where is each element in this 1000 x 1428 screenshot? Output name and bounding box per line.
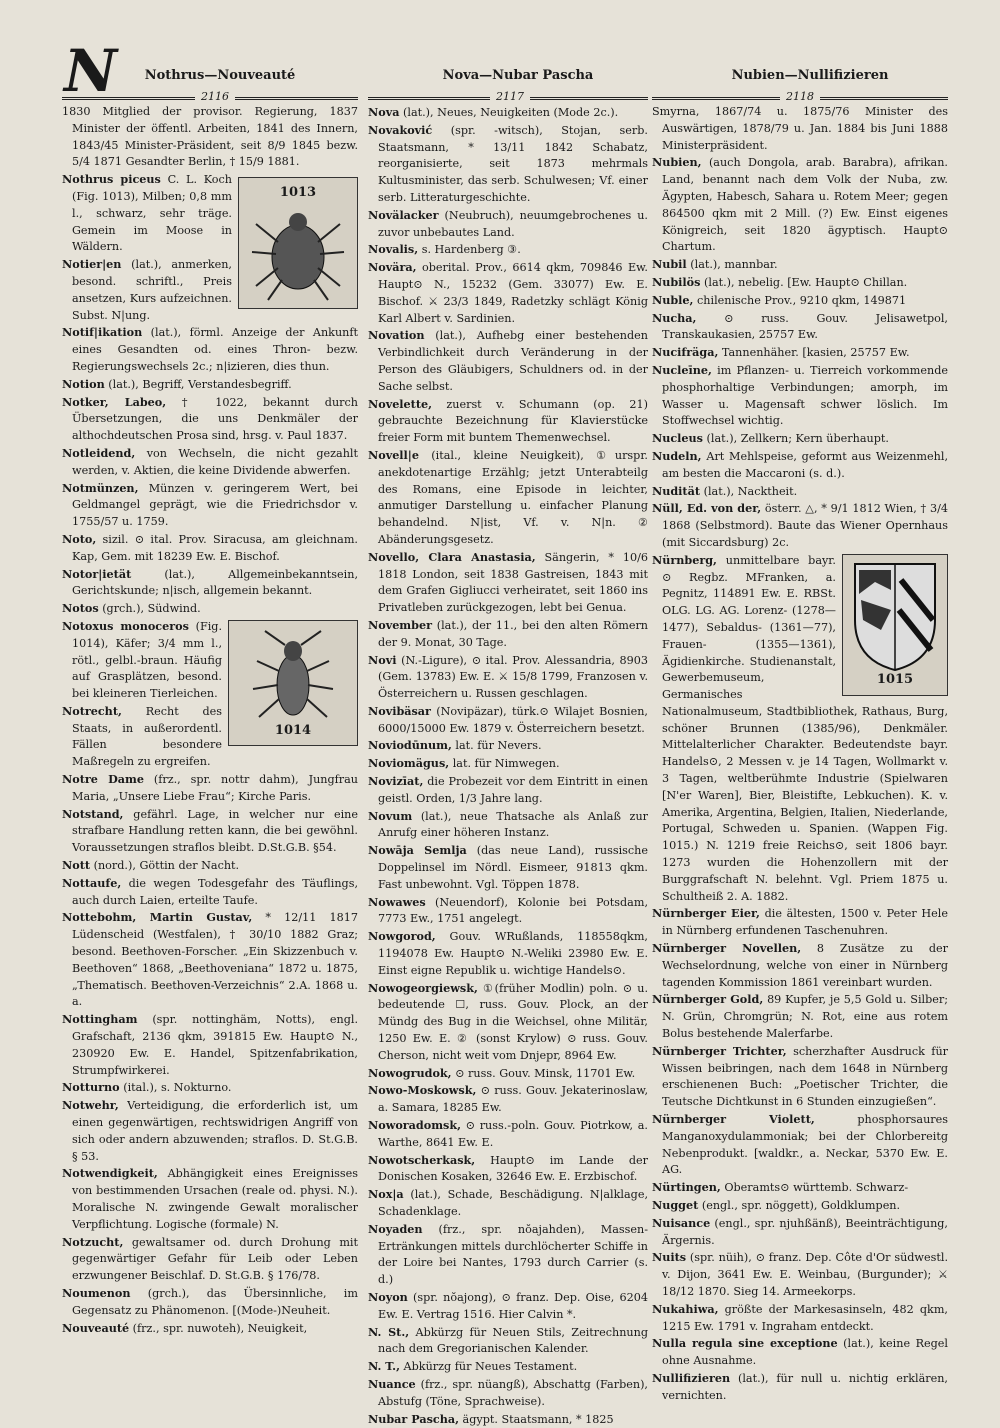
dictionary-entry (368, 1186, 648, 1221)
entry-text: (ital., kleine Neuigkeit), ①urspr. anekdotenartige Erzählg; jetzt Unterabteilg des Romans, eine Episode in leichter, anmutiger Darstellung u. einfacher Planung behandelnd. N|ist, Vf. v. N|n. ② Abänderungsgesetz. (378, 448, 648, 546)
dictionary-entry (368, 773, 648, 808)
entry-text: (lat.), Neues, Neuigkeiten (Mode 2c.). (403, 106, 619, 119)
entry-lemma: Notos (62, 601, 99, 616)
dictionary-entry (368, 617, 648, 652)
dictionary-entry (62, 875, 358, 910)
entry-text: unmittelbare bayr. ⊙ Regbz. MFranken, a. Pegnitz, 114891 Ew. E. RBSt. OLG. LG. AG. Lorenz- (1278—1477), Sebaldus- (1361—77), Frauen- (1355—1361), Ägidienkirche. Studienanstalt, Gewerbemuseum, Germanisches Nationalmuseum, Stadtbibliothek, Rathaus, Burg, schöner Brunnen (1385/96), Denkmäler. Mittelalterlicher Charakter. Bedeutendste bayr. Handels⊙, 2 Messen v. je 14 Tagen, Wollmarkt v. 3 Tagen, weltberühmte Industrie (Spielwaren [N'er Waren], Bier, Bleistifte, Lebkuchen). K. v. Amerika, Argentina, Belgien, Italien, Niederlande, Portugal, Schweden u. Spanien. (Wappen Fig. 1015.) N. 1219 freie Reichs⊙, seit 1806 bayr. 1273 wurden die Hohenzollern mit der Burggrafschaft N. belehnt. Vgl. Priem 1875 u. Schultheiß 2. A. 1882. (662, 553, 948, 903)
entry-lemma: Nullifizieren (652, 1370, 731, 1385)
entry-lemma: Nukahiwa, (652, 1301, 719, 1316)
dictionary-entry (62, 857, 358, 875)
entry-lemma: Nowo-Moskowsk, (368, 1083, 477, 1098)
dictionary-entry (368, 447, 648, 549)
entry-lemma: Nowāja Semlja (368, 843, 467, 858)
entry-lemma: Nothrus piceus (62, 172, 161, 187)
dictionary-entry (62, 566, 358, 601)
entry-text: phosphorsaures Manganoxydulammoniak; bei der Chlorbereitg Nebenprodukt. [waldkr., a. Neckar, 5370 Ew. E. AG. (662, 1113, 948, 1177)
dictionary-entry (368, 1221, 648, 1289)
column3-header: Nubien—Nullifizieren (731, 68, 889, 83)
entry-text: Haupt⊙ im Lande der Donischen Kosaken, 32646 Ew. E. Erzbischof. (378, 1153, 648, 1184)
dictionary-entry (652, 362, 948, 430)
entry-lemma: Noworadomsk, (368, 1118, 461, 1133)
entry-text: lat. für Nimwegen. (452, 757, 560, 771)
entry-text: (frz., spr. nottr dahm), Jungfrau Maria, „Unsere Liebe Frau“; Kirche Paris. (72, 773, 359, 803)
entry-lemma: Nowgorod, (368, 929, 436, 944)
entry-lemma: Notif|ikation (62, 325, 143, 340)
dictionary-entry (368, 1065, 648, 1083)
entry-text: (lat.), förml. Anzeige der Ankunft eines Gesandten od. eines Thron- bezw. Regierungswechsels 2c.; n|izieren, dies thun. (72, 326, 358, 373)
entry-text: die wegen Todesgefahr des Täuflings, auch durch Laien, erteilte Taufe. (72, 876, 358, 907)
entry-lemma: Notier|en (62, 257, 122, 272)
entry-text: (ital.), s. Nokturno. (123, 1081, 232, 1095)
entry-text: (auch Dongola, arab. Barabra), afrikan. Land, benannt nach dem Volk der Nuba, zw. Ägypten, Habesch, Sahara u. Rotem Meer; gegen 864500 qkm mit 2 Mill. (?) Ew. Einst eigenes Königreich, seit 1820 ägyptisch. Haupt⊙ Chartum. (662, 156, 948, 254)
entry-text: ①(früher Modlin) poln. ⊙ u. bedeutende ☐, russ. Gouv. Plock, an der Mündg des Bug in die Weichsel, ohne Militär, 1250 Ew. E. ② (sonst Krylow) ⊙ russ. Gouv. Cherson, nicht weit vom Dnjepr, 8964 Ew. (378, 981, 648, 1062)
dictionary-entry (368, 1411, 648, 1428)
dictionary-entry (652, 1179, 948, 1197)
entry-lemma: Notleidend, (62, 445, 136, 460)
entry-text: gewaltsamer od. durch Drohung mit gegenwärtiger Gefahr für Leib oder Leben erzwungener Beischlaf. D. St.G.B. § 176/78. (72, 1235, 358, 1283)
entry-text: scherzhafter Ausdruck für Wissen beibringen, nach dem 1648 in Nürnberg erschienenen Buch: „Poetischer Trichter, die Teutsche Dichtkunst in 6 Stunden einzugießen“. (662, 1044, 949, 1109)
dictionary-entry (652, 292, 948, 310)
entry-text: zuerst v. Schumann (op. 21) gebrauchte Bezeichnung für Klavierstücke freier Form mit buntem Themenwechsel. (378, 397, 648, 445)
entry-text: Tannenhäher. [kasien, 25757 Ew. (721, 346, 910, 360)
entry-lemma: Noyon (368, 1289, 408, 1304)
dictionary-entry (652, 1197, 948, 1215)
page-number-3: 2118 (780, 90, 820, 103)
entry-lemma: Nudeln, (652, 448, 702, 463)
dictionary-entry (368, 327, 648, 395)
entry-text: (frz., spr. nŏajahden), Massen-Ertränkungen mittels durchlöcherter Schiffe in der Loire bei Nantes, 1793 durch Carrier (s. d.) (378, 1222, 648, 1287)
entry-text: (lat.), für null u. nichtig erklären, vernichten. (662, 1371, 948, 1402)
entry-lemma: Nuble, (652, 292, 694, 307)
entry-lemma: Novibäsar (368, 703, 431, 718)
dictionary-entry (652, 905, 948, 940)
figure-1015-caption: 1015 (876, 672, 914, 688)
column-2 (368, 104, 649, 1426)
dictionary-entry (652, 500, 948, 551)
entry-lemma: Novalis, (368, 242, 419, 257)
nuremberg-coat-of-arms-icon (851, 560, 939, 672)
dictionary-entry (652, 104, 948, 154)
entry-text: 89 Kupfer, je 5,5 Gold u. Silber; N. Grün, Chromgrün; N. Rot, eine aus rotem Bolus bestehende Malerfarbe. (662, 993, 948, 1041)
entry-lemma: Nüll, Ed. von der, (652, 501, 762, 516)
entry-text: (engl., spr. nöggett), Goldklumpen. (701, 1199, 901, 1212)
entry-text: Abkürzg für Neuen Stils, Zeitrechnung nach dem Gregorianischen Kalender. (378, 1325, 648, 1356)
entry-lemma: November (368, 617, 432, 632)
dictionary-entry (62, 600, 358, 618)
entry-lemma: Nowotscherkask, (368, 1152, 476, 1167)
entry-text: † 1022, bekannt durch Übersetzungen, die uns Denkmäler der althochdeutschen Prosa sind, hrsg. v. Paul 1837. (72, 395, 358, 443)
entry-lemma: Nox|a (368, 1187, 404, 1202)
dictionary-entry (368, 396, 648, 447)
entry-lemma: N. T., (368, 1359, 400, 1374)
entry-lemma: Nugget (652, 1198, 699, 1212)
dictionary-entry (652, 991, 948, 1042)
dictionary-entry (368, 241, 648, 259)
entry-lemma: Notion (62, 376, 105, 391)
entry-lemma: Novum (368, 808, 413, 823)
entry-text: (lat.), Zellkern; Kern überhaupt. (706, 432, 889, 446)
entry-text: (Fig. 1014), Käfer; 3/4 mm l., rötl., gelbl.-braun. Häufig auf Grasplätzen, besond. bei kleineren Tierleichen. (72, 619, 223, 701)
dictionary-entry (62, 104, 358, 171)
entry-text: die ältesten, 1500 v. Peter Hele in Nürnberg erfundenen Taschenuhren. (662, 907, 948, 938)
figure-1015-coat-of-arms (842, 554, 948, 696)
entry-text: Abhängigkeit eines Ereignisses von bestimmenden Ursachen (reale od. physi. N.). Moralische N. zwingende Gewalt moralischer Verpflichtung. Logische (formale) N. (72, 1167, 358, 1231)
entry-text: 1830 Mitglied der provisor. Regierung, 1837 Minister der öffentl. Arbeiten, 1841 des Innern, 1843/45 Minister-Präsident, seit 8/9 1845 bezw. 5/4 1871 Gesandter Berlin, † 15/9 1881. (62, 105, 358, 169)
column1-header: Nothrus—Nouveauté (144, 68, 296, 83)
entry-lemma: Notoxus monoceros (62, 618, 189, 633)
beetle-illustration-icon (243, 627, 343, 723)
entry-lemma: Nucha, (652, 310, 697, 325)
entry-text: (lat.), Schade, Beschädigung. N|alklage, Schadenklage. (378, 1188, 648, 1218)
dictionary-entry (652, 1249, 948, 1300)
entry-text: Gouv. WRußlands, 118558qkm, 1194078 Ew. Haupt⊙ N.-Weliki 23980 Ew. E. Einst eigne Republik u. wichtige Handels⊙. (378, 930, 648, 977)
dictionary-entry (652, 256, 948, 274)
dictionary-entry (368, 1152, 648, 1187)
entry-lemma: Nucleīne, (652, 362, 712, 377)
entry-text: größte der Markesasinseln, 482 qkm, 1215 Ew. 1791 v. Ingraham entdeckt. (662, 1302, 948, 1333)
dictionary-entry (62, 376, 358, 394)
entry-lemma: Novello, Clara Anastasia, (368, 549, 536, 564)
entry-lemma: Nubar Pascha, (368, 1411, 459, 1426)
entry-text: (spr. -witsch), Stojan, serb. Staatsmann, * 13/11 1842 Schabatz, reorganisierte, seit 1873 mehrmals Kultusminister, das serb. Schulwesen; Vf. einer serb. Litteraturgeschichte. (378, 123, 648, 204)
dictionary-entry (652, 344, 948, 362)
entry-lemma: Nubil (652, 257, 687, 272)
entry-lemma: Nubien, (652, 155, 702, 170)
entry-lemma: Notwehr, (62, 1098, 119, 1113)
entry-lemma: Novation (368, 328, 425, 343)
entry-text: (lat.), Aufhebg einer bestehenden Verbindlichkeit durch Veränderung in der Person des Gläubigers, Schuldners od. in der Sache selbst. (378, 329, 648, 393)
entry-lemma: Novi (368, 652, 397, 667)
dictionary-entry (368, 1117, 648, 1152)
entry-text: Oberamts⊙ württemb. Schwarz- (724, 1181, 909, 1195)
dictionary-entry (62, 1011, 358, 1079)
entry-text: C. L. Koch (Fig. 1013), Milben; 0,8 mm l., schwarz, sehr träge. Gemein im Moose in Wäldern. (72, 173, 232, 254)
entry-lemma: Notstand, (62, 806, 124, 821)
dictionary-entry (652, 1111, 948, 1179)
dictionary-entry (368, 737, 648, 755)
entry-lemma: Nuits (652, 1250, 687, 1265)
entry-text: sizil. ⊙ ital. Prov. Siracusa, am gleichnam. Kap, Gem. mit 18239 Ew. E. Bischof. (72, 532, 358, 563)
dictionary-entry (62, 1234, 358, 1285)
entry-text: (lat.), keine Regel ohne Ausnahme. (662, 1337, 949, 1368)
entry-lemma: Novära, (368, 260, 417, 275)
entry-lemma: Nowawes (368, 894, 426, 909)
entry-lemma: Nudität (652, 483, 701, 498)
entry-text: ⊙ russ. Gouv. Jelisawetpol, Transkaukasien, 25757 Ew. (662, 311, 948, 342)
entry-lemma: Novaković (368, 122, 433, 137)
dictionary-entry (368, 1289, 648, 1324)
entry-lemma: Nubilös (652, 274, 701, 289)
entry-text: * 12/11 1817 Lüdenscheid (Westfalen), † 30/10 1882 Graz; besond. Beethoven-Forscher. „Ein Skizzenbuch v. Beethoven“ 1868, „Beethoveniana“ 1872 u. 1875, „Thematisch. Beethoven-Verzeichnis“ 2.A. 1868 u. a. (72, 911, 358, 1009)
dictionary-entry (62, 1097, 358, 1165)
mite-illustration-icon (248, 202, 348, 302)
entry-text: (spr. nŏajong), ⊙ franz. Dep. Oise, 6204 Ew. E. Vertrag 1516. Hier Calvin *. (378, 1290, 648, 1321)
entry-lemma: Noto, (62, 531, 97, 546)
dictionary-entry (652, 310, 948, 345)
entry-text: Recht des Staats, in außerordentl. Fällen besondere Maßregeln zu ergreifen. (72, 704, 223, 769)
dictionary-entry (652, 1335, 948, 1370)
dictionary-entry (652, 448, 948, 483)
dictionary-entry (62, 1285, 358, 1320)
column2-header: Nova—Nubar Pascha (442, 68, 594, 83)
dictionary-entry (62, 1079, 358, 1097)
entry-text: (Neuendorf), Kolonie bei Potsdam, 7773 Ew., 1751 angelegt. (378, 895, 648, 926)
entry-text: (frz., spr. nuwoteh), Neuigkeit, (132, 1321, 308, 1335)
dictionary-entry (652, 483, 948, 501)
entry-text: (lat.), nebelig. [Ew. Haupt⊙ Chillan. (704, 275, 908, 289)
dictionary-entry (652, 430, 948, 448)
entry-lemma: Novälacker (368, 207, 439, 222)
entry-text: (lat.), neue Thatsache als Anlaß zur Anrufg einer höheren Instanz. (378, 809, 648, 840)
section-letter: N (64, 37, 118, 105)
entry-text: Münzen v. geringerem Wert, bei Geldmangel geprägt, wie die Friedrichsdor v. 1755/57 u. 1759. (72, 481, 358, 529)
dictionary-entry (62, 480, 358, 531)
dictionary-entry (62, 771, 358, 806)
dictionary-entry (368, 842, 648, 893)
entry-text: Smyrna, 1867/74 u. 1875/76 Minister des Auswärtigen, 1878/79 u. Jan. 1884 bis Juni 1888 Ministerpräsident. (652, 105, 948, 152)
entry-text: (frz., spr. nüangß), Abschattg (Farben), Abstufg (Töne, Sprachweise). (378, 1377, 648, 1408)
dictionary-entry (368, 1358, 648, 1376)
entry-text: (lat.), Allgemeinbekanntsein, Gerichtskunde; n|isch, allgemein bekannt. (72, 567, 358, 598)
entry-text: Verteidigung, die erforderlich ist, um einen gegenwärtigen, rechtswidrigen Angriff von sich oder andern abzuwenden; straflos. D. St.G.B. § 53. (72, 1099, 358, 1163)
entry-text: (das neue Land), russische Doppelinsel im Nördl. Eismeer, 91813 qkm. Fast unbewohnt. Vgl. Töppen 1878. (378, 844, 649, 891)
entry-lemma: Nuisance (652, 1215, 711, 1230)
entry-text: (engl., spr. njuhßänß), Beeinträchtigung, Ärgernis. (662, 1216, 948, 1247)
entry-lemma: Nürnberger Gold, (652, 992, 764, 1007)
dictionary-entry (652, 274, 948, 292)
entry-lemma: Notmünzen, (62, 480, 139, 495)
dictionary-entry (368, 122, 648, 207)
figure-1013-mite (238, 177, 358, 309)
entry-lemma: Nürnberger Novellen, (652, 941, 802, 956)
entry-text: (spr. nottinghäm, Notts), engl. Grafschaft, 2136 qkm, 391815 Ew. Haupt⊙ N., 230920 Ew. E. Handel, Spitzenfabrikation, Strumpfwirkerei. (72, 1013, 359, 1077)
entry-lemma: Nowogeorgiewsk, (368, 980, 478, 995)
entry-text: lat. für Nevers. (455, 739, 542, 753)
dictionary-entry (62, 909, 358, 1011)
column-3 (652, 104, 949, 1402)
entry-lemma: Novizīat, (368, 774, 424, 789)
dictionary-entry (368, 980, 648, 1065)
dictionary-entry (368, 207, 648, 242)
entry-lemma: Nouveauté (62, 1320, 130, 1335)
entry-lemma: Nürnberg, (652, 552, 717, 567)
entry-lemma: Nürnberger Eier, (652, 906, 760, 921)
entry-text: (Novipäzar), türk.⊙ Wilajet Bosnien, 6000/15000 Ew. 1879 v. Österreichern besetzt. (378, 704, 648, 735)
entry-lemma: Nottebohm, Martin Gustav, (62, 910, 253, 925)
entry-text: (lat.), Begriff, Verstandesbegriff. (108, 377, 292, 391)
entry-lemma: Noumenon (62, 1285, 131, 1300)
entry-text: (nord.), Göttin der Nacht. (93, 859, 240, 873)
entry-text: (lat.), mannbar. (690, 258, 778, 272)
entry-lemma: Nottaufe, (62, 875, 122, 890)
entry-text: (lat.), anmerken, besond. schriftl., Preis ansetzen, Kurs aufzeichnen. Subst. N|ung. (72, 258, 232, 322)
entry-text: österr. △, * 9/1 1812 Wien, † 3/4 1868 (Selbstmord). Baute das Wiener Opernhaus (mit Siccardsburg) 2c. (662, 502, 948, 549)
dictionary-entry (652, 1043, 948, 1111)
figure-1013-caption: 1013 (279, 184, 317, 200)
entry-text: Art Mehlspeise, geformt aus Weizenmehl, am besten die Maccaroni (s. d.). (662, 449, 948, 480)
dictionary-entry (368, 894, 648, 929)
dictionary-entry (368, 928, 648, 979)
entry-lemma: Novell|e (368, 447, 419, 462)
entry-lemma: Notwendigkeit, (62, 1166, 158, 1181)
entry-text: (spr. nüih), ⊙ franz. Dep. Côte d'Or südwestl. v. Dijon, 3641 Ew. E. Weinbau, (Burgunder); ⚔ 18/12 1870. Sieg 14. Armeekorps. (662, 1251, 949, 1298)
entry-text: (lat.), Nacktheit. (703, 484, 798, 498)
dictionary-entry (652, 1215, 948, 1250)
entry-text: (grch.), das Übersinnliche, im Gegensatz zu Phänomenon. [(Mode-)Neuheit. (72, 1286, 358, 1317)
figure-1014-beetle (228, 620, 358, 746)
entry-lemma: Notzucht, (62, 1234, 124, 1249)
entry-text: ⊙ russ.-poln. Gouv. Piotrkow, a. Warthe, 8641 Ew. E. (378, 1119, 648, 1149)
entry-lemma: Nucifräga, (652, 345, 719, 360)
column-1 (62, 104, 359, 1335)
entry-lemma: Nucleus (652, 431, 703, 446)
entry-lemma: Noviodūnum, (368, 738, 452, 753)
entry-lemma: Novelette, (368, 396, 433, 411)
page-number-2: 2117 (490, 90, 530, 103)
entry-lemma: Notturno (62, 1080, 120, 1095)
entry-text: ⊙ russ. Gouv. Jekaterinoslaw, a. Samara, 18285 Ew. (378, 1084, 648, 1115)
entry-text: (Neubruch), neuumgebrochenes u. zuvor unbebautes Land. (378, 208, 648, 239)
entry-text: von Wechseln, die nicht gezahlt werden, v. Aktien, die keine Dividende abwerfen. (72, 446, 358, 477)
page-number-1: 2116 (195, 90, 235, 103)
dictionary-entry (368, 1376, 648, 1411)
dictionary-entry (62, 445, 358, 480)
entry-text: ⊙ russ. Gouv. Minsk, 11701 Ew. (455, 1066, 636, 1080)
entry-text: Abkürzg für Neues Testament. (403, 1360, 578, 1374)
dictionary-entry (62, 324, 358, 375)
entry-lemma: Nuance (368, 1376, 416, 1391)
entry-lemma: Nottingham (62, 1012, 138, 1027)
entry-text: die Probezeit vor dem Eintritt in einen geistl. Orden, 1/3 Jahre lang. (378, 775, 648, 805)
entry-text: chilenische Prov., 9210 qkm, 149871 (697, 293, 907, 307)
entry-lemma: Nott (62, 858, 91, 873)
entry-text: Sängerin, * 10/6 1818 London, seit 1838 Gastreisen, 1843 mit dem Grafen Gigliucci verheiratet, seit 1860 ins Privatleben zurückgezogen, lebt bei Genua. (378, 550, 648, 615)
dictionary-entry (652, 1301, 948, 1336)
entry-lemma: Nürnberger Trichter, (652, 1043, 787, 1058)
entry-lemma: Nürtingen, (652, 1180, 721, 1195)
dictionary-entry (652, 154, 948, 256)
dictionary-entry (368, 259, 648, 327)
entry-lemma: N. St., (368, 1324, 410, 1339)
entry-text: gefährl. Lage, in welcher nur eine strafbare Handlung retten kann, die bei gewöhnl. Voraussetzungen straflos bleibt. D.St.G.B. §54. (72, 807, 358, 855)
entry-text: (lat.), der 11., bei den alten Römern der 9. Monat, 30 Tage. (378, 618, 648, 649)
dictionary-entry (62, 1320, 358, 1338)
entry-text: oberital. Prov., 6614 qkm, 709846 Ew. Haupt⊙ N., 15232 (Gem. 33077) Ew. E. Bischof. ⚔ 23/3 1849, Radetzky schlägt König Karl Albert v. Sardinien. (378, 261, 648, 325)
entry-lemma: Nova (368, 105, 400, 119)
dictionary-entry (368, 755, 648, 773)
dictionary-entry (62, 1165, 358, 1233)
dictionary-entry (368, 652, 648, 703)
entry-text: im Pflanzen- u. Tierreich vorkommende phosphorhaltige Verbindungen; amorph, im Wasser u. Magensaft schwer löslich. Im Stoffwechsel wichtig. (662, 363, 948, 428)
dictionary-entry (368, 104, 648, 122)
entry-lemma: Nürnberger Violett, (652, 1112, 815, 1127)
entry-text: 8 Zusätze zu der Wechselordnung, welche von einer in Nürnberg tagenden Kommission 1861 vereinbart wurden. (662, 942, 949, 989)
dictionary-entry (368, 808, 648, 843)
dictionary-entry (368, 1324, 648, 1359)
entry-text: s. Hardenberg ③. (421, 243, 521, 257)
entry-lemma: Noyaden (368, 1221, 423, 1236)
dictionary-entry (62, 531, 358, 566)
entry-text: ägypt. Staatsmann, * 1825 (462, 1412, 614, 1426)
entry-lemma: Notre Dame (62, 772, 144, 787)
entry-lemma: Noviomägus, (368, 756, 450, 771)
dictionary-entry (652, 1370, 948, 1405)
entry-lemma: Nowogrudok, (368, 1065, 452, 1080)
dictionary-entry (368, 1082, 648, 1117)
entry-lemma: Nulla regula sine exceptione (652, 1336, 838, 1351)
dictionary-entry (368, 549, 648, 617)
figure-1014-caption: 1014 (274, 722, 312, 738)
dictionary-entry (652, 940, 948, 991)
dictionary-entry (62, 394, 358, 445)
dictionary-entry (368, 703, 648, 738)
entry-lemma: Notor|ietät (62, 566, 132, 581)
entry-text: (N.-Ligure), ⊙ ital. Prov. Alessandria, 8903 (Gem. 13783) Ew. E. ⚔ 15/8 1799, Franzosen v. Österreichern u. Russen geschlagen. (378, 653, 649, 701)
entry-lemma: Notker, Labeo, (62, 394, 167, 409)
dictionary-entry (62, 806, 358, 857)
entry-text: (grch.), Südwind. (102, 602, 201, 616)
entry-lemma: Notrecht, (62, 703, 122, 718)
